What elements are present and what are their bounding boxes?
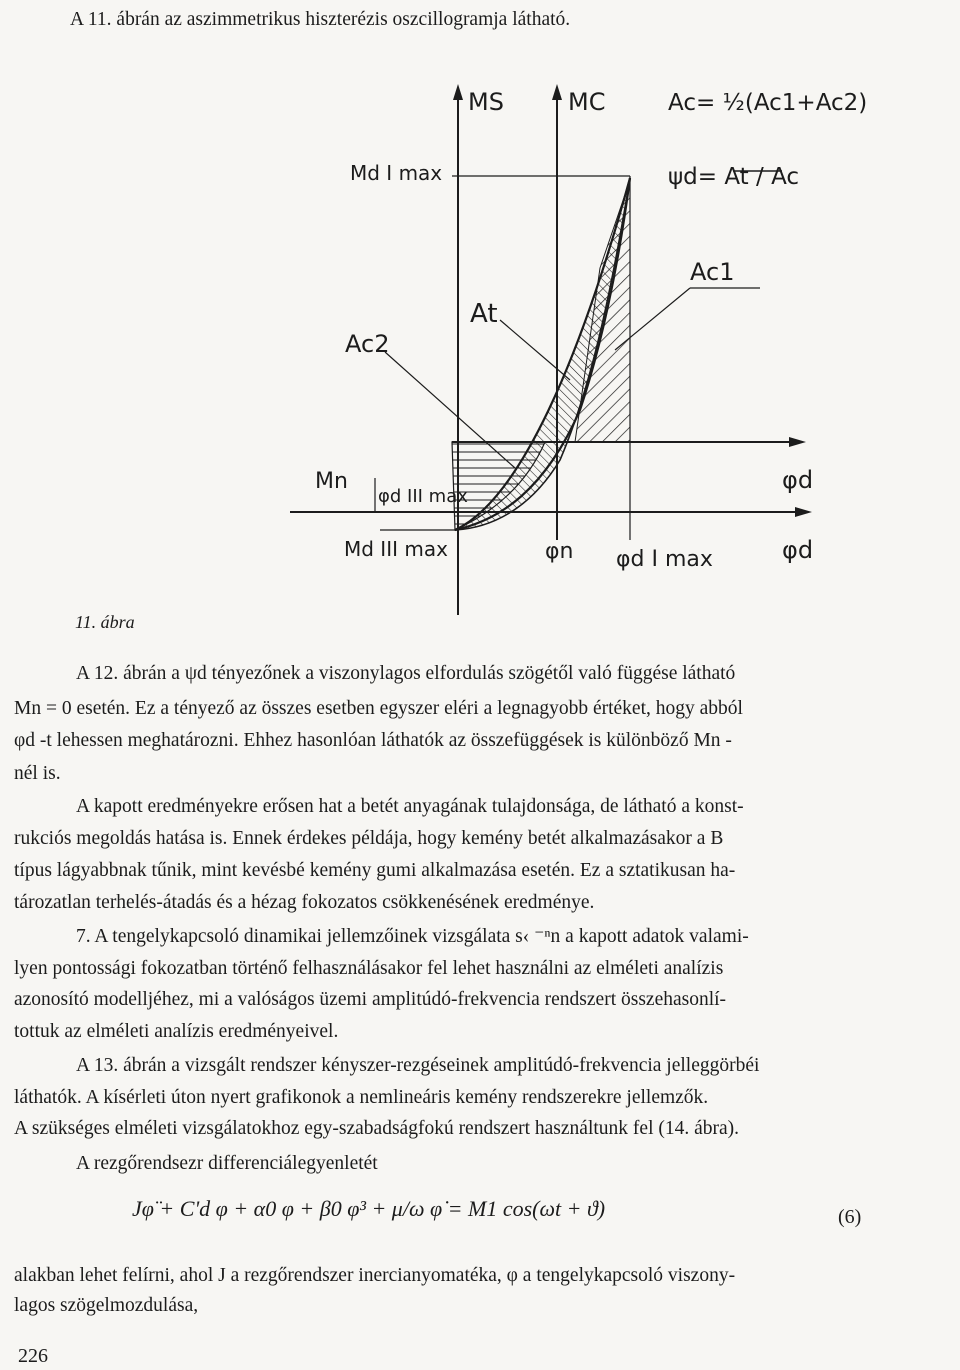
paragraph-line: lyen pontossági fokozatban történő felhasználásakor fel lehet használni az elméleti analízis [14, 958, 724, 979]
label-ms: MS [468, 88, 504, 116]
ms-axis-arrow [453, 84, 463, 100]
header-line: A 11. ábrán az aszimmetrikus hiszterézis oszcillogramja látható. [70, 9, 571, 30]
phi-axis-upper-arrow [789, 437, 806, 447]
page-number: 226 [18, 1345, 48, 1367]
label-ac2: Ac2 [345, 330, 390, 358]
paragraph-line: A szükséges elméleti vizsgálatokhoz egy-szabadságfokú rendszert használtunk fel (14. ábra). [14, 1118, 740, 1139]
label-phi-d-lower: φd [782, 536, 814, 564]
paragraph-line: típus lágyabbnak tűnik, mint kevésbé kemény gumi alkalmazása esetén. Ez a sztatikusan ha- [14, 860, 736, 881]
paragraph-line: A rezgőrendsezr differenciálegyenletét [76, 1153, 378, 1174]
label-ac1: Ac1 [690, 258, 735, 286]
equation-number: (6) [838, 1206, 862, 1228]
label-ac-formula: Ac= ½(Ac1+Ac2) [668, 90, 868, 116]
paragraph-line: azonosító modelljéhez, mi a valóságos üzemi amplitúdó-frekvencia rendszert összehasonlí- [14, 989, 727, 1010]
label-phi-d-iii-max: φd III max [378, 486, 468, 507]
figure-caption: 11. ábra [75, 612, 135, 632]
paragraph-line: tározatlan terhelés-átadás és a hézag fokozatos csökkenésének eredménye. [14, 892, 595, 913]
hysteresis-figure [0, 0, 960, 640]
label-phi-d-i-max: φd I max [616, 547, 713, 572]
paragraph-line: A 12. ábrán a ψd tényezőnek a viszonylagos elfordulás szögétől való függése látható [76, 663, 736, 684]
label-phi-n: φn [545, 539, 574, 564]
paragraph-line: tottuk az elméleti analízis eredményeivel. [14, 1021, 339, 1042]
paragraph-line: φd -t lehessen meghatározni. Ehhez hasonlóan láthatók az összefüggések is különböző Mn - [14, 730, 732, 751]
paragraph-line: nél is. [14, 763, 61, 784]
label-md-iii-max: Md III max [344, 537, 448, 561]
paragraph-line: Mn = 0 esetén. Ez a tényező az összes esetben egyszer eléri a legnagyobb értéket, hogy abból [14, 698, 743, 719]
paragraph-line: 7. A tengelykapcsoló dinamikai jellemzőinek vizsgálata s‹ ⁻ⁿn a kapott adatok valami- [76, 926, 749, 947]
label-mn: Mn [315, 469, 348, 494]
paragraph-line: láthatók. A kísérleti úton nyert grafikonok a nemlineáris kemény rendszerekre jellemzők. [14, 1087, 709, 1108]
at-leader [500, 320, 570, 380]
paragraph-line: alakban lehet felírni, ahol J a rezgőrendszer inercianyomatéka, φ a tengelykapcsoló viszony- [14, 1265, 736, 1286]
paragraph-line: A 13. ábrán a vizsgált rendszer kényszer-rezgéseinek amplitúdó-frekvencia jelleggörbéi [76, 1055, 760, 1076]
label-at: At [470, 299, 498, 329]
label-phi-d-upper: φd [782, 466, 814, 494]
equation-6: Jφ̈ + C'd φ + α0 φ + β0 φ³ + μ/ω φ̇ = M1 cos(ωt + ϑ) [132, 1196, 606, 1221]
paragraph-line: A kapott eredményekre erősen hat a betét anyagának tulajdonsága, de látható a konst- [76, 796, 744, 817]
mc-axis-arrow [552, 84, 562, 100]
paragraph-line: rukciós megoldás hatása is. Ennek érdekes példája, hogy kemény betét alkalmazásakor a B [14, 828, 724, 849]
ac2-leader [385, 352, 515, 468]
paragraph-line: lagos szögelmozdulása, [14, 1295, 199, 1316]
label-md-i-max: Md I max [350, 161, 443, 185]
phi-axis-lower-arrow [795, 507, 812, 517]
label-mc: MC [568, 88, 606, 116]
label-psi-formula: ψd= At / Ac [668, 164, 800, 190]
